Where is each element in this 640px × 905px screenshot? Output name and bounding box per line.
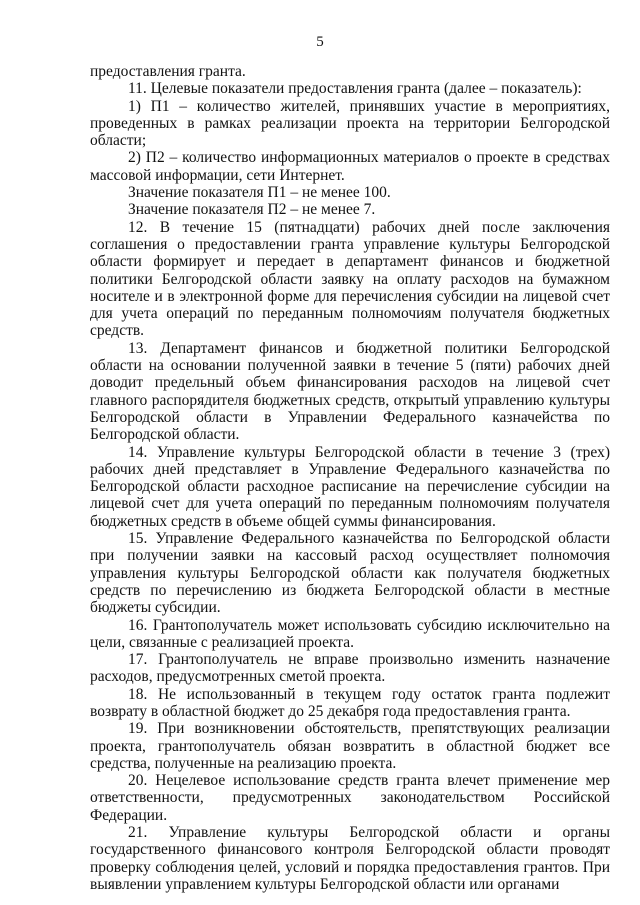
- paragraph-14: 19. При возникновении обстоятельств, препятствующих реализации проекта, грантополучатель обязан возвратить в областной бюджет все средства, полученные на реализацию проекта.: [90, 720, 610, 772]
- paragraph-6: Значение показателя П2 – не менее 7.: [128, 201, 376, 219]
- paragraph-2: 11. Целевые показатели предоставления гранта (далее – показатель):: [128, 80, 582, 98]
- paragraph-16: 21. Управление культуры Белгородской области и органы государственного финансового контроля Белгородской области проводят проверку соблюдения целей, условий и порядка предоставления грантов. При выявлении управлением культуры Белгородской области или органами: [90, 824, 610, 893]
- paragraph-15: 20. Нецелевое использование средств гранта влечет применение мер ответственности, предусмотренных законодательством Российской Федерации.: [90, 772, 610, 824]
- paragraph-13: 18. Не использованный в текущем году остаток гранта подлежит возврату в областной бюджет до 25 декабря года предоставления гранта.: [90, 685, 610, 720]
- paragraph-9: 14. Управление культуры Белгородской области в течение 3 (трех) рабочих дней представляет в Управление Федерального казначейства по Белгородской области расходное расписание на перечисление субсидии на лицевой счет для учета операций по переданным полномочиям получателя бюджетных средств в объеме общей суммы финансирования.: [90, 443, 610, 530]
- paragraph-8: 13. Департамент финансов и бюджетной политики Белгородской области на основании полученной заявки в течение 5 (пяти) рабочих дней доводит предельный объем финансирования расходов на лицевой счет главного распорядителя бюджетных средств, открытый управлению культуры Белгородской области в Управлении Федерального казначейства по Белгородской области.: [90, 339, 610, 444]
- paragraph-12: 17. Грантополучатель не вправе произвольно изменить назначение расходов, предусмотренных сметой проекта.: [90, 651, 610, 686]
- paragraph-7: 12. В течение 15 (пятнадцати) рабочих дней после заключения соглашения о предоставлении гранта управление культуры Белгородской области формирует и передает в департамент финансов и бюджетной политики Белгородской области заявку на оплату расходов на бумажном носителе и в электронной форме для перечисления субсидии на лицевой счет для учета операций по переданным полномочиям получателя бюджетных средств.: [90, 218, 610, 340]
- paragraph-4: 2) П2 – количество информационных материалов о проекте в средствах массовой информации, сети Интернет.: [90, 149, 610, 184]
- paragraph-3: 1) П1 – количество жителей, принявших участие в мероприятиях, проведенных в рамках реализации проекта на территории Белгородской области;: [90, 97, 610, 150]
- paragraph-1: предоставления гранта.: [90, 63, 246, 80]
- page-number: 5: [316, 34, 324, 50]
- paragraph-5: Значение показателя П1 – не менее 100.: [128, 184, 391, 202]
- document-body: [90, 63, 610, 893]
- paragraph-11: 16. Грантополучатель может использовать субсидию исключительно на цели, связанные с реализацией проекта.: [90, 616, 610, 651]
- paragraph-10: 15. Управление Федерального казначейства по Белгородской области при получении заявки на кассовый расход осуществляет полномочия управления культуры Белгородской области как получателя бюджетных средств по перечислению из бюджета Белгородской области в местные бюджеты субсидии.: [90, 530, 610, 617]
